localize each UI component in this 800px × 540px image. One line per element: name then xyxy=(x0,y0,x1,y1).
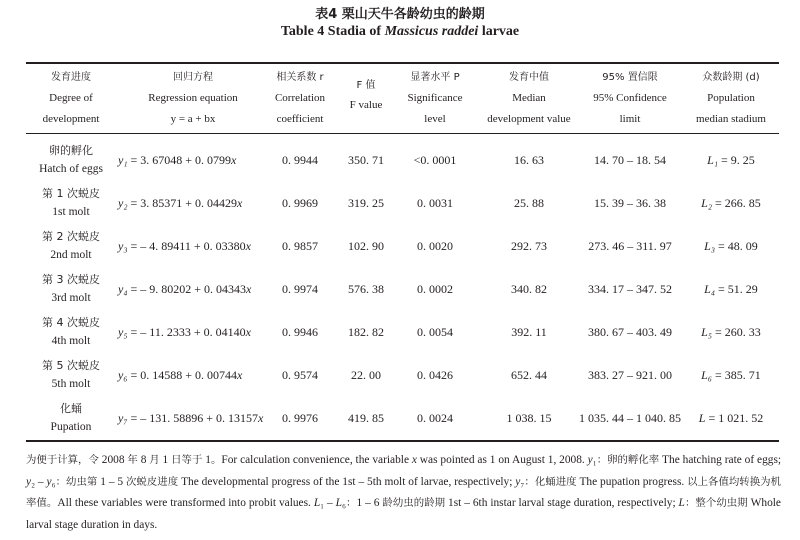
r-cell: 0. 9974 xyxy=(282,281,318,296)
stadium-cell: L₆ = 385. 71 xyxy=(701,367,761,382)
table-footnote: 为便于计算，令 2008 年 8 月 1 日等于 1。For calculation convenience, the variable x was pointed as 1 on August 1, 2008. y₁：卵的孵化率 The hatching rate of eggs; y₂ – y₆：幼虫第 1 – 5 次蜕皮进度 The developmental progress of the 1st – 5th molt of larvae, respectively; y₇：化蛹进度 The pupation progress. 以上各值均转换为机率值。All these variables were transformed into probit values. L₁ – L₆：1 – 6 龄幼虫的龄期 1st – 6th instar larval stage duration, respectively; L：整个幼虫期 Whole larval stage duration in days. xyxy=(26,454,782,531)
r-cell: 0. 9969 xyxy=(282,195,318,210)
r-cell: 0. 9574 xyxy=(282,367,318,382)
median-cell: 340. 82 xyxy=(511,281,547,296)
column-header: 发育进度 Degree of development xyxy=(42,72,100,125)
table-row xyxy=(0,182,800,224)
equation-cell: y₁ = 3. 67048 + 0. 0799x xyxy=(118,152,237,167)
equation-cell: y₄ = – 9. 80202 + 0. 04343x xyxy=(118,281,252,296)
f-value-cell: 576. 38 xyxy=(348,281,384,296)
p-value-cell: 0. 0054 xyxy=(417,324,453,339)
column-header: 回归方程 Regression equation y = a + bx xyxy=(148,72,238,125)
stage-cell: 第 2 次蜕皮 2nd molt xyxy=(42,230,100,261)
column-header: F 值 F value xyxy=(349,80,383,111)
species-name: Massicus raddei xyxy=(384,24,479,39)
bottom-rule xyxy=(26,440,779,442)
p-value-cell: 0. 0031 xyxy=(417,195,453,210)
stadium-cell: L₁ = 9. 25 xyxy=(707,152,755,167)
stadium-cell: L = 1 021. 52 xyxy=(698,410,764,425)
column-header: 显著水平 P Significance level xyxy=(407,72,463,125)
table-title-cn: 表4 栗山天牛各龄幼虫的龄期 xyxy=(315,7,485,22)
confidence-limit-cell: 380. 67 – 403. 49 xyxy=(588,324,672,339)
f-value-cell: 182. 82 xyxy=(348,324,384,339)
f-value-cell: 350. 71 xyxy=(348,152,384,167)
p-value-cell: <0. 0001 xyxy=(413,152,457,167)
stage-cell: 化蛹 Pupation xyxy=(50,402,92,433)
f-value-cell: 22. 00 xyxy=(351,367,381,382)
confidence-limit-cell: 334. 17 – 347. 52 xyxy=(588,281,672,296)
r-cell: 0. 9976 xyxy=(282,410,318,425)
confidence-limit-cell: 14. 70 – 18. 54 xyxy=(594,152,666,167)
equation-cell: y₃ = – 4. 89411 + 0. 03380x xyxy=(118,238,251,253)
column-header: 众数龄期 (d) Population median stadium xyxy=(696,72,766,125)
p-value-cell: 0. 0002 xyxy=(417,281,453,296)
equation-cell: y₆ = 0. 14588 + 0. 00744x xyxy=(118,367,243,382)
header-rule xyxy=(26,133,779,134)
stage-cell: 卵的孵化 Hatch of eggs xyxy=(39,144,103,175)
stadium-cell: L₃ = 48. 09 xyxy=(704,238,758,253)
confidence-limit-cell: 15. 39 – 36. 38 xyxy=(594,195,666,210)
table-row xyxy=(0,311,800,353)
table-row xyxy=(0,397,800,439)
stage-cell: 第 4 次蜕皮 4th molt xyxy=(42,316,100,347)
median-cell: 25. 88 xyxy=(514,195,544,210)
equation-cell: y₅ = – 11. 2333 + 0. 04140x xyxy=(118,324,251,339)
confidence-limit-cell: 1 035. 44 – 1 040. 85 xyxy=(579,410,681,425)
column-header: 95% 置信限 95% Confidence limit xyxy=(593,72,667,125)
table-row xyxy=(0,139,800,181)
column-header: 发育中值 Median development value xyxy=(487,72,571,125)
r-cell: 0. 9946 xyxy=(282,324,318,339)
stage-cell: 第 1 次蜕皮 1st molt xyxy=(42,187,100,218)
r-cell: 0. 9857 xyxy=(282,238,318,253)
confidence-limit-cell: 273. 46 – 311. 97 xyxy=(588,238,672,253)
table-row xyxy=(0,354,800,396)
equation-cell: y₂ = 3. 85371 + 0. 04429x xyxy=(118,195,243,210)
stage-cell: 第 5 次蜕皮 5th molt xyxy=(42,359,100,390)
table-row xyxy=(0,268,800,310)
f-value-cell: 419. 85 xyxy=(348,410,384,425)
stadium-cell: L₅ = 260. 33 xyxy=(701,324,761,339)
confidence-limit-cell: 383. 27 – 921. 00 xyxy=(588,367,672,382)
p-value-cell: 0. 0024 xyxy=(417,410,453,425)
table-row xyxy=(0,225,800,267)
stadium-cell: L₄ = 51. 29 xyxy=(704,281,758,296)
median-cell: 292. 73 xyxy=(511,238,547,253)
median-cell: 392. 11 xyxy=(511,324,547,339)
median-cell: 16. 63 xyxy=(514,152,544,167)
f-value-cell: 102. 90 xyxy=(348,238,384,253)
top-rule xyxy=(26,62,779,64)
median-cell: 1 038. 15 xyxy=(506,410,552,425)
r-cell: 0. 9944 xyxy=(282,152,318,167)
p-value-cell: 0. 0020 xyxy=(417,238,453,253)
table-title-en: Table 4 Stadia of Massicus raddei larvae xyxy=(280,24,520,39)
stage-cell: 第 3 次蜕皮 3rd molt xyxy=(42,273,100,304)
p-value-cell: 0. 0426 xyxy=(417,367,453,382)
column-header: 相关系数 r Correlation coefficient xyxy=(274,72,326,125)
f-value-cell: 319. 25 xyxy=(348,195,384,210)
equation-cell: y₇ = – 131. 58896 + 0. 13157x xyxy=(118,410,264,425)
stadium-cell: L₂ = 266. 85 xyxy=(701,195,761,210)
median-cell: 652. 44 xyxy=(511,367,547,382)
